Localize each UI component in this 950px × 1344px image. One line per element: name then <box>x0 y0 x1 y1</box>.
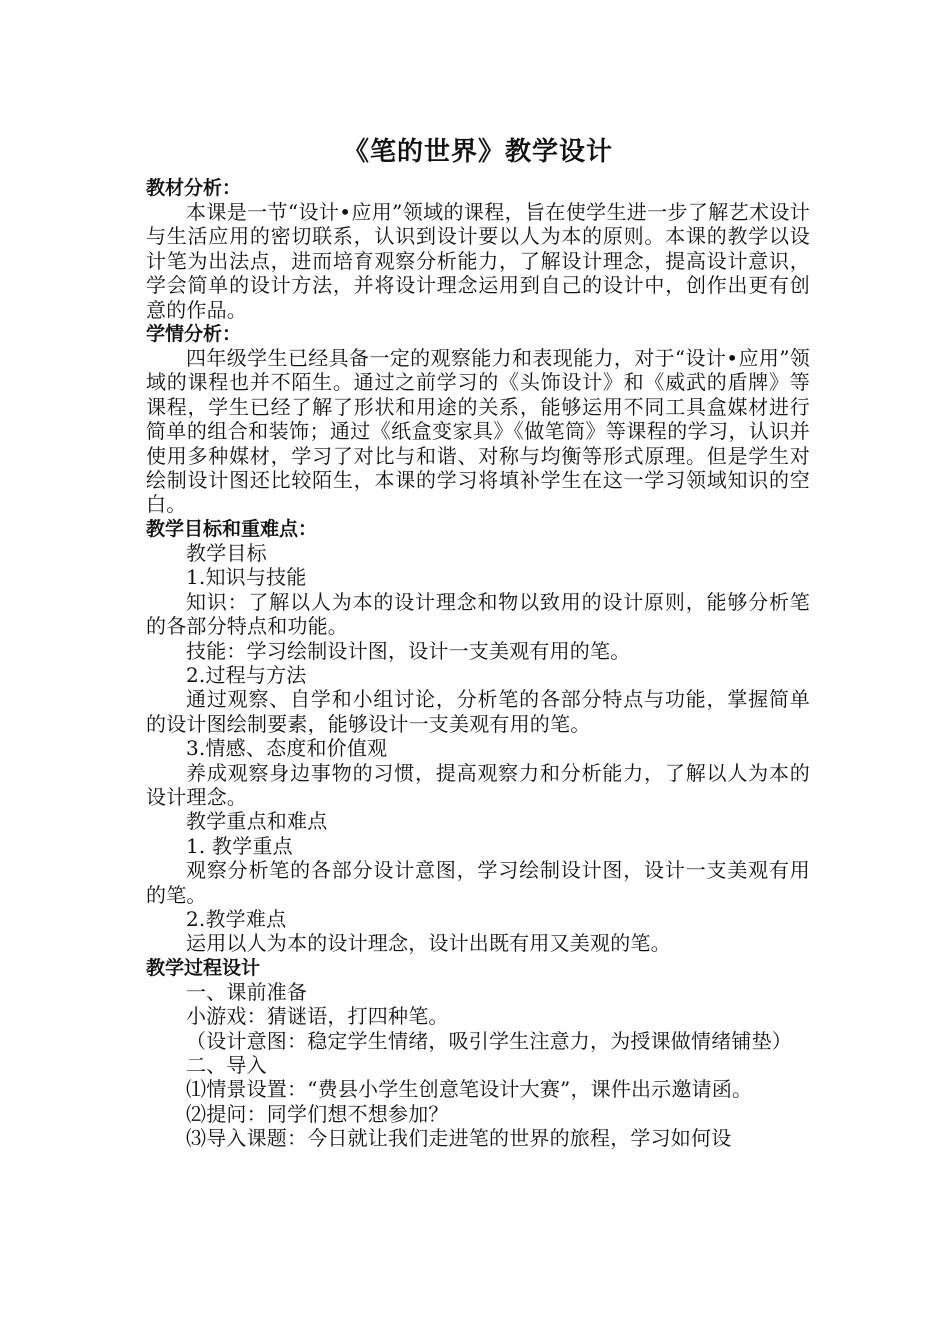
section-heading-objectives: 教学目标和重难点： <box>146 517 318 540</box>
paragraph: 2.过程与方法 <box>186 662 307 687</box>
paragraph: 教学重点和难点 <box>186 809 328 834</box>
section-heading-process: 教学过程设计 <box>146 956 261 979</box>
paragraph: 四年级学生已经具备一定的观察能力和表现能力，对于“设计•应用”领域的课程也并不陌生。通过之前学习的《头饰设计》和《威武的盾牌》等课程，学生已经了解了形状和用途的关系，能够运用不同工具盒媒材进行简单的组合和装饰；通过《纸盒变家具》《做笔筒》等课程的学习，认识并使用多种媒材，学习了对比与和谐、对称与均衡等形式原理。但是学生对绘制设计图还比较陌生，本课的学习将填补学生在这一学习领域知识的空白。 <box>146 346 810 517</box>
paragraph: 知识：了解以人为本的设计理念和物以致用的设计原则，能够分析笔的各部分特点和功能。 <box>146 589 810 639</box>
paragraph: 通过观察、自学和小组讨论，分析笔的各部分特点与功能，掌握简单的设计图绘制要素，能够设计一支美观有用的笔。 <box>146 687 810 736</box>
paragraph: 一、课前准备 <box>186 979 308 1004</box>
paragraph: 养成观察身边事物的习惯，提高观察力和分析能力，了解以人为本的设计理念。 <box>146 760 810 809</box>
paragraph: 小游戏：猜谜语，打四种笔。 <box>186 1004 449 1029</box>
document-title: 《笔的世界》教学设计 <box>342 137 613 167</box>
paragraph: 观察分析笔的各部分设计意图，学习绘制设计图，设计一支美观有用的笔。 <box>146 858 810 907</box>
section-heading-student-analysis: 学情分析： <box>146 323 242 346</box>
section-heading-textbook-analysis: 教材分析： <box>146 177 242 199</box>
paragraph: ⑵提问：同学们想不想参加？ <box>186 1101 449 1126</box>
paragraph: 1. 教学重点 <box>186 833 293 858</box>
paragraph: 1.知识与技能 <box>186 565 307 590</box>
paragraph: 3.情感、态度和价值观 <box>186 736 388 761</box>
paragraph: ⑴情景设置：“费县小学生创意笔设计大赛”，课件出示邀请函。 <box>186 1077 753 1102</box>
paragraph: 技能：学习绘制设计图，设计一支美观有用的笔。 <box>186 638 631 663</box>
paragraph: ⑶导入课题：今日就让我们走进笔的世界的旅程，学习如何设 <box>186 1126 732 1151</box>
paragraph: （设计意图：稳定学生情绪，吸引学生注意力，为授课做情绪铺垫） <box>186 1028 792 1053</box>
paragraph: 2.教学难点 <box>186 906 287 931</box>
paragraph: 教学目标 <box>186 540 267 565</box>
paragraph: 二、导入 <box>186 1053 267 1077</box>
paragraph: 本课是一节“设计•应用”领域的课程，旨在使学生进一步了解艺术设计与生活应用的密切联系，认识到设计要以人为本的原则。本课的教学以设计笔为出法点，进而培育观察分析能力，了解设计理念，提高设计意识，学会简单的设计方法，并将设计理念运用到自己的设计中，创作出更有创意的作品。 <box>146 200 810 322</box>
document-page <box>146 132 810 1151</box>
paragraph: 运用以人为本的设计理念，设计出既有用又美观的笔。 <box>186 931 671 956</box>
